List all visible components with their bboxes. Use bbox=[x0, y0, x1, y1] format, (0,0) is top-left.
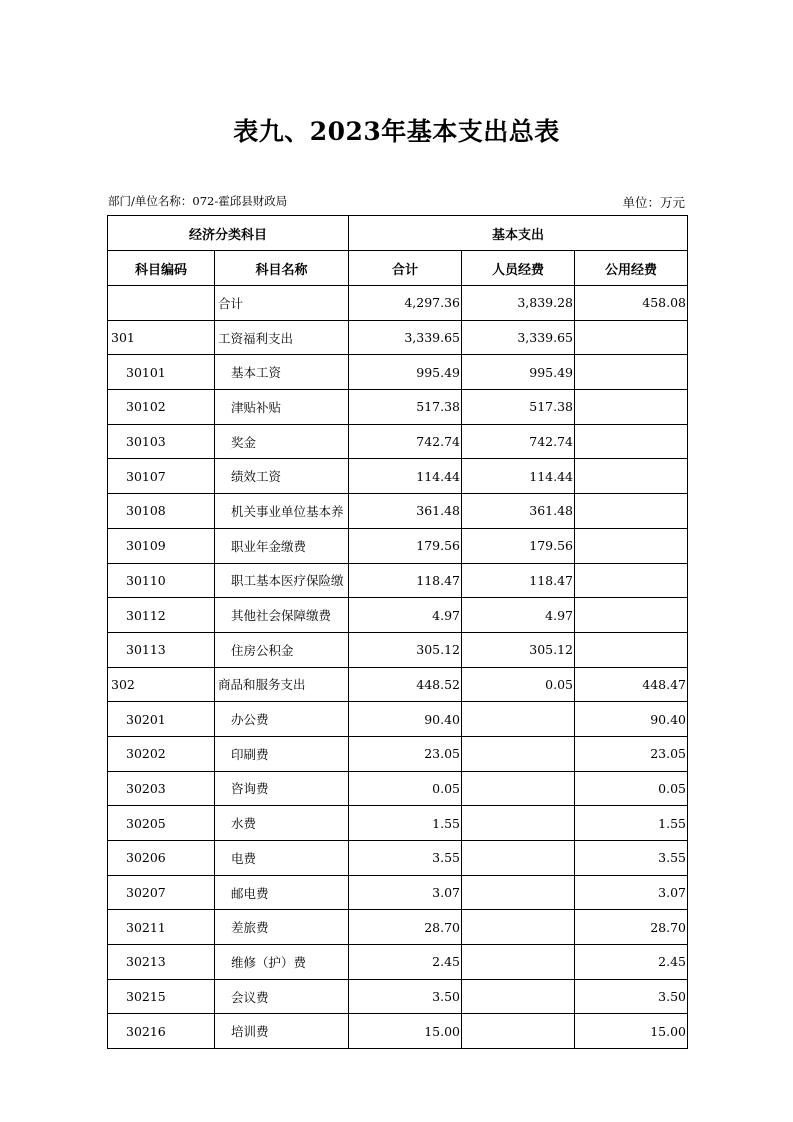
cell-code bbox=[108, 286, 215, 321]
cell-personnel bbox=[462, 771, 575, 806]
cell-personnel: 305.12 bbox=[462, 632, 575, 667]
cell-public: 0.05 bbox=[575, 771, 688, 806]
cell-personnel: 517.38 bbox=[462, 390, 575, 425]
cell-public: 3.50 bbox=[575, 979, 688, 1014]
table-row bbox=[108, 286, 688, 321]
header-econ-group: 经济分类科目 bbox=[108, 216, 349, 251]
table-row bbox=[108, 563, 688, 598]
cell-public: 3.55 bbox=[575, 841, 688, 876]
cell-personnel: 118.47 bbox=[462, 563, 575, 598]
table-row bbox=[108, 528, 688, 563]
cell-personnel: 179.56 bbox=[462, 528, 575, 563]
cell-public: 1.55 bbox=[575, 806, 688, 841]
cell-code: 30113 bbox=[108, 632, 215, 667]
cell-name: 工资福利支出 bbox=[215, 320, 349, 355]
cell-code: 302 bbox=[108, 667, 215, 702]
table-row bbox=[108, 632, 688, 667]
page-title: 表九、2023年基本支出总表 bbox=[233, 117, 560, 146]
table-row bbox=[108, 667, 688, 702]
cell-code: 30110 bbox=[108, 563, 215, 598]
table-row bbox=[108, 494, 688, 529]
table-row bbox=[108, 424, 688, 459]
cell-total: 0.05 bbox=[349, 771, 462, 806]
header-column-row bbox=[108, 251, 688, 286]
cell-personnel: 4.97 bbox=[462, 598, 575, 633]
table-row bbox=[108, 806, 688, 841]
table-body bbox=[108, 286, 688, 1049]
cell-name: 水费 bbox=[215, 806, 349, 841]
cell-personnel: 3,839.28 bbox=[462, 286, 575, 321]
cell-name: 维修（护）费 bbox=[215, 945, 349, 980]
cell-public bbox=[575, 494, 688, 529]
cell-code: 30213 bbox=[108, 945, 215, 980]
header-total: 合计 bbox=[349, 251, 462, 286]
cell-name: 奖金 bbox=[215, 424, 349, 459]
cell-name: 印刷费 bbox=[215, 736, 349, 771]
cell-code: 30107 bbox=[108, 459, 215, 494]
table-row bbox=[108, 320, 688, 355]
cell-personnel bbox=[462, 945, 575, 980]
cell-total: 3.55 bbox=[349, 841, 462, 876]
cell-public bbox=[575, 563, 688, 598]
cell-total: 517.38 bbox=[349, 390, 462, 425]
cell-code: 30102 bbox=[108, 390, 215, 425]
table-row bbox=[108, 736, 688, 771]
cell-name: 住房公积金 bbox=[215, 632, 349, 667]
cell-public: 3.07 bbox=[575, 875, 688, 910]
cell-name: 电费 bbox=[215, 841, 349, 876]
cell-total: 742.74 bbox=[349, 424, 462, 459]
cell-personnel: 3,339.65 bbox=[462, 320, 575, 355]
cell-public: 15.00 bbox=[575, 1014, 688, 1049]
header-code: 科目编码 bbox=[108, 251, 215, 286]
cell-total: 3.07 bbox=[349, 875, 462, 910]
expenditure-table bbox=[107, 215, 688, 1049]
cell-name: 职工基本医疗保险缴 bbox=[215, 563, 349, 598]
cell-name: 邮电费 bbox=[215, 875, 349, 910]
cell-code: 30216 bbox=[108, 1014, 215, 1049]
cell-code: 30203 bbox=[108, 771, 215, 806]
cell-total: 2.45 bbox=[349, 945, 462, 980]
cell-name: 津贴补贴 bbox=[215, 390, 349, 425]
header-personnel: 人员经费 bbox=[462, 251, 575, 286]
cell-code: 301 bbox=[108, 320, 215, 355]
cell-personnel: 0.05 bbox=[462, 667, 575, 702]
cell-code: 30103 bbox=[108, 424, 215, 459]
cell-public bbox=[575, 390, 688, 425]
cell-public bbox=[575, 320, 688, 355]
cell-public bbox=[575, 598, 688, 633]
cell-personnel bbox=[462, 1014, 575, 1049]
cell-public bbox=[575, 528, 688, 563]
cell-code: 30202 bbox=[108, 736, 215, 771]
cell-personnel bbox=[462, 841, 575, 876]
table-row bbox=[108, 841, 688, 876]
cell-total: 90.40 bbox=[349, 702, 462, 737]
cell-name: 差旅费 bbox=[215, 910, 349, 945]
cell-personnel bbox=[462, 736, 575, 771]
cell-name: 绩效工资 bbox=[215, 459, 349, 494]
cell-code: 30101 bbox=[108, 355, 215, 390]
unit-label: 单位：万元 bbox=[622, 195, 685, 210]
cell-total: 114.44 bbox=[349, 459, 462, 494]
cell-public: 458.08 bbox=[575, 286, 688, 321]
cell-personnel bbox=[462, 979, 575, 1014]
cell-total: 3.50 bbox=[349, 979, 462, 1014]
cell-total: 1.55 bbox=[349, 806, 462, 841]
table-row bbox=[108, 875, 688, 910]
cell-personnel: 995.49 bbox=[462, 355, 575, 390]
table-row bbox=[108, 979, 688, 1014]
cell-name: 职业年金缴费 bbox=[215, 528, 349, 563]
header-group-row bbox=[108, 216, 688, 251]
cell-name: 其他社会保障缴费 bbox=[215, 598, 349, 633]
cell-code: 30205 bbox=[108, 806, 215, 841]
cell-public bbox=[575, 355, 688, 390]
cell-name: 合计 bbox=[215, 286, 349, 321]
cell-total: 995.49 bbox=[349, 355, 462, 390]
table-row bbox=[108, 945, 688, 980]
table-row bbox=[108, 1014, 688, 1049]
cell-name: 培训费 bbox=[215, 1014, 349, 1049]
cell-total: 179.56 bbox=[349, 528, 462, 563]
cell-total: 4,297.36 bbox=[349, 286, 462, 321]
table-row bbox=[108, 910, 688, 945]
cell-public bbox=[575, 459, 688, 494]
cell-code: 30215 bbox=[108, 979, 215, 1014]
cell-total: 4.97 bbox=[349, 598, 462, 633]
cell-public: 23.05 bbox=[575, 736, 688, 771]
header-basic-group: 基本支出 bbox=[349, 216, 688, 251]
table-row bbox=[108, 459, 688, 494]
cell-total: 305.12 bbox=[349, 632, 462, 667]
cell-public: 28.70 bbox=[575, 910, 688, 945]
cell-code: 30108 bbox=[108, 494, 215, 529]
cell-personnel bbox=[462, 702, 575, 737]
cell-personnel bbox=[462, 875, 575, 910]
cell-name: 会议费 bbox=[215, 979, 349, 1014]
cell-public: 2.45 bbox=[575, 945, 688, 980]
cell-personnel: 361.48 bbox=[462, 494, 575, 529]
cell-public bbox=[575, 424, 688, 459]
cell-name: 办公费 bbox=[215, 702, 349, 737]
cell-code: 30109 bbox=[108, 528, 215, 563]
cell-personnel bbox=[462, 910, 575, 945]
department-label: 部门/单位名称：072-霍邱县财政局 bbox=[108, 194, 288, 208]
cell-personnel: 742.74 bbox=[462, 424, 575, 459]
cell-total: 23.05 bbox=[349, 736, 462, 771]
cell-total: 15.00 bbox=[349, 1014, 462, 1049]
table-row bbox=[108, 771, 688, 806]
header-name: 科目名称 bbox=[215, 251, 349, 286]
cell-total: 448.52 bbox=[349, 667, 462, 702]
cell-personnel bbox=[462, 806, 575, 841]
cell-total: 3,339.65 bbox=[349, 320, 462, 355]
cell-code: 30206 bbox=[108, 841, 215, 876]
cell-code: 30207 bbox=[108, 875, 215, 910]
table-row bbox=[108, 390, 688, 425]
cell-total: 118.47 bbox=[349, 563, 462, 598]
cell-total: 361.48 bbox=[349, 494, 462, 529]
table-row bbox=[108, 598, 688, 633]
cell-public: 90.40 bbox=[575, 702, 688, 737]
cell-public: 448.47 bbox=[575, 667, 688, 702]
cell-name: 机关事业单位基本养 bbox=[215, 494, 349, 529]
cell-name: 商品和服务支出 bbox=[215, 667, 349, 702]
cell-code: 30211 bbox=[108, 910, 215, 945]
header-public: 公用经费 bbox=[575, 251, 688, 286]
cell-name: 咨询费 bbox=[215, 771, 349, 806]
table-row bbox=[108, 702, 688, 737]
cell-name: 基本工资 bbox=[215, 355, 349, 390]
cell-total: 28.70 bbox=[349, 910, 462, 945]
cell-personnel: 114.44 bbox=[462, 459, 575, 494]
cell-code: 30201 bbox=[108, 702, 215, 737]
cell-public bbox=[575, 632, 688, 667]
table-row bbox=[108, 355, 688, 390]
cell-code: 30112 bbox=[108, 598, 215, 633]
